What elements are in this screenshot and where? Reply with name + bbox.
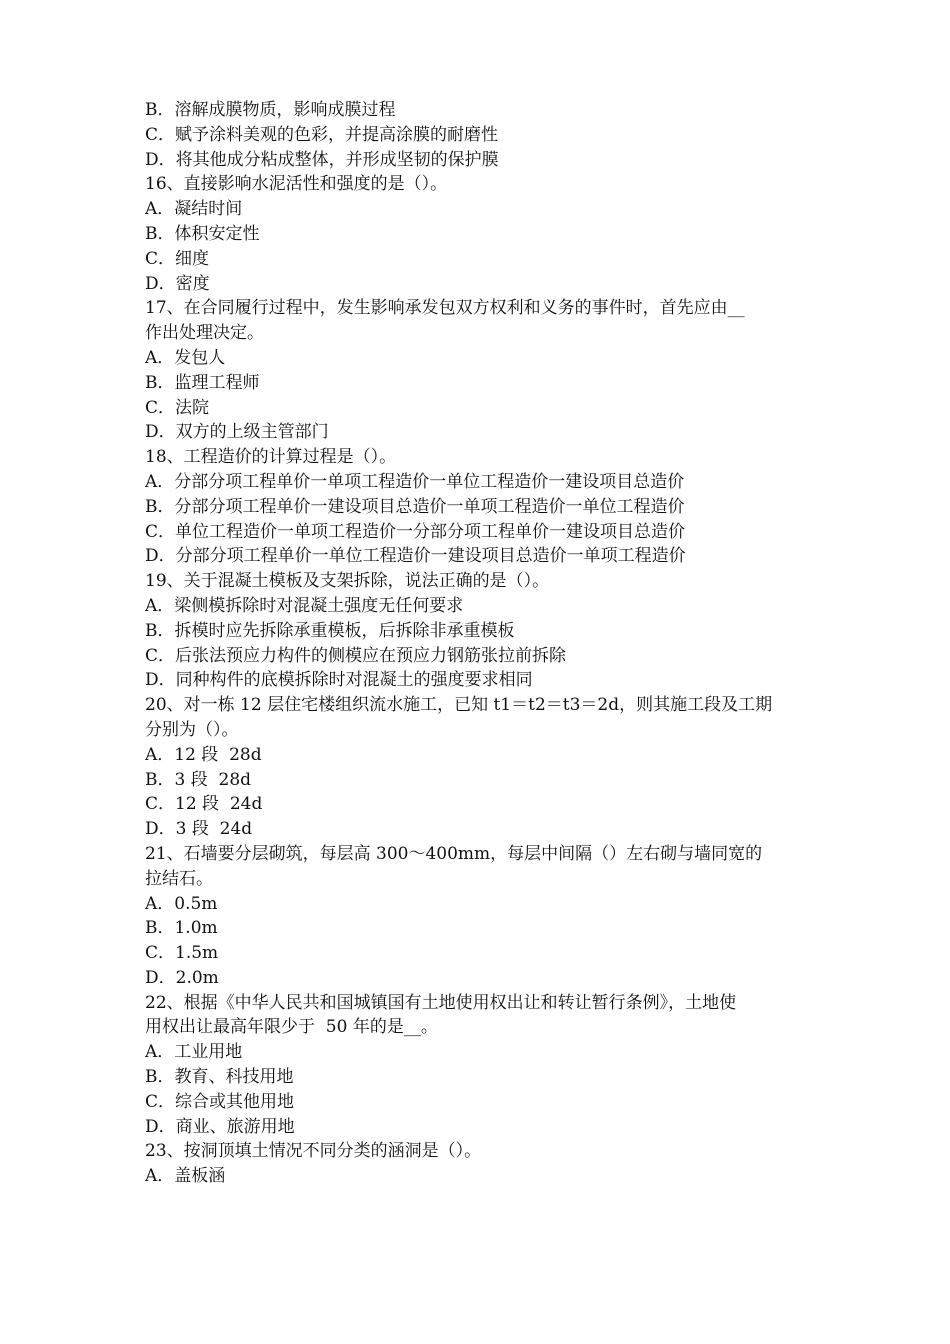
option-line: B．监理工程师 — [145, 372, 260, 393]
option-line: D．分部分项工程单价一单位工程造价一建设项目总造价一单项工程造价 — [145, 546, 686, 567]
option-line: C．综合或其他用地 — [145, 1091, 295, 1112]
question-17-cont: 作出处理决定。 — [145, 323, 264, 344]
option-line: C．后张法预应力构件的侧模应在预应力钢筋张拉前拆除 — [145, 645, 567, 666]
option-line: A．工业用地 — [145, 1042, 243, 1063]
option-line: C．1.5m — [145, 943, 219, 964]
option-line: C．赋予涂料美观的色彩，并提高涂膜的耐磨性 — [145, 124, 499, 145]
option-line: B．1.0m — [145, 918, 218, 939]
option-line: B．分部分项工程单价一建设项目总造价一单项工程造价一单位工程造价 — [145, 496, 685, 517]
option-line: C．法院 — [145, 397, 210, 418]
option-line: C．单位工程造价一单项工程造价一分部分项工程单价一建设项目总造价 — [145, 521, 686, 542]
question-18: 18、工程造价的计算过程是（）。 — [145, 447, 397, 468]
question-21-cont: 拉结石。 — [145, 868, 213, 889]
option-line: B．3 段 28d — [145, 769, 252, 790]
option-line: D．商业、旅游用地 — [145, 1116, 295, 1137]
option-line: A．0.5m — [145, 893, 218, 914]
question-20: 20、对一栋 12 层住宅楼组织流水施工，已知 t1＝t2＝t3＝2d，则其施工段及工期 — [145, 695, 773, 716]
question-22: 22、根据《中华人民共和国城镇国有土地使用权出让和转让暂行条例》，土地使 — [145, 992, 737, 1013]
option-line: B．体积安定性 — [145, 223, 260, 244]
option-line: D．3 段 24d — [145, 819, 253, 840]
option-line: B．教育、科技用地 — [145, 1067, 294, 1088]
question-17: 17、在合同履行过程中，发生影响承发包双方权利和义务的事件时，首先应由__ — [145, 298, 745, 319]
option-line: C．细度 — [145, 248, 210, 269]
option-line: A．梁侧模拆除时对混凝土强度无任何要求 — [145, 595, 464, 616]
option-line: D．将其他成分粘成整体，并形成坚韧的保护膜 — [145, 149, 499, 170]
option-line: C．12 段 24d — [145, 794, 263, 815]
question-20-cont: 分别为（）。 — [145, 719, 239, 740]
option-line: B．拆模时应先拆除承重模板，后拆除非承重模板 — [145, 620, 515, 641]
question-16: 16、直接影响水泥活性和强度的是（）。 — [145, 174, 448, 195]
option-line: A．12 段 28d — [145, 744, 262, 765]
question-22-cont: 用权出让最高年限少于 50 年的是__。 — [145, 1017, 438, 1038]
question-23: 23、按洞顶填土情况不同分类的涵洞是（）。 — [145, 1141, 482, 1162]
option-line: D．2.0m — [145, 967, 219, 988]
option-line: A．发包人 — [145, 347, 226, 368]
option-line: D．密度 — [145, 273, 210, 294]
option-line: A．分部分项工程单价一单项工程造价一单位工程造价一建设项目总造价 — [145, 471, 685, 492]
question-21: 21、石墙要分层砌筑，每层高 300～400mm，每层中间隔（）左右砌与墙同宽的 — [145, 843, 763, 864]
option-line: A．盖板涵 — [145, 1166, 226, 1187]
option-line: D．双方的上级主管部门 — [145, 422, 329, 443]
option-line: B．溶解成膜物质，影响成膜过程 — [145, 100, 396, 120]
question-19: 19、关于混凝土模板及支架拆除，说法正确的是（）。 — [145, 571, 550, 592]
option-line: D．同种构件的底模拆除时对混凝土的强度要求相同 — [145, 670, 533, 691]
option-line: A．凝结时间 — [145, 199, 243, 220]
